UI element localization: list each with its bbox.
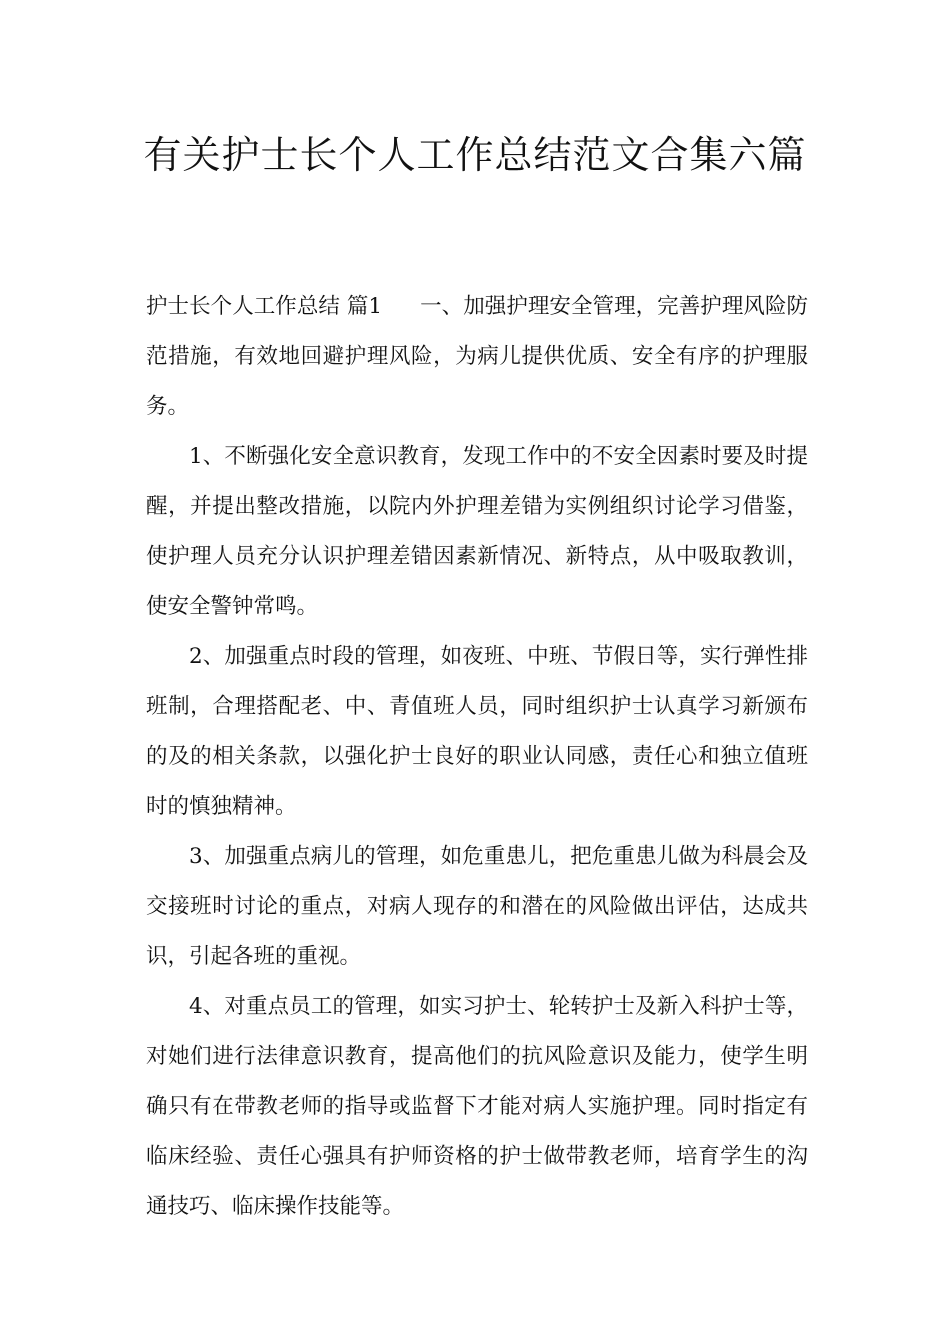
document-body (146, 282, 808, 1232)
paragraph-1: 1、不断强化安全意识教育，发现工作中的不安全因素时要及时提醒，并提出整改措施，以院内外护理差错为实例组织讨论学习借鉴，使护理人员充分认识护理差错因素新情况、新特点，从中吸取教训，使安全警钟常鸣。 (146, 444, 808, 619)
paragraph-3: 3、加强重点病儿的管理，如危重患儿，把危重患儿做为科晨会及交接班时讨论的重点，对病人现存的和潜在的风险做出评估，达成共识，引起各班的重视。 (146, 844, 808, 969)
paragraph-4: 4、对重点员工的管理，如实习护士、轮转护士及新入科护士等，对她们进行法律意识教育，提高他们的抗风险意识及能力，使学生明确只有在带教老师的指导或监督下才能对病人实施护理。同时指定有临床经验、责任心强具有护师资格的护士做带教老师，培育学生的沟通技巧、临床操作技能等。 (146, 994, 808, 1219)
section-heading: 护士长个人工作总结 篇1 (146, 294, 383, 319)
document-title: 有关护士长个人工作总结范文合集六篇 (143, 133, 807, 177)
paragraph-2: 2、加强重点时段的管理，如夜班、中班、节假日等，实行弹性排班制，合理搭配老、中、青值班人员，同时组织护士认真学习新颁布的及的相关条款，以强化护士良好的职业认同感，责任心和独立值班时的慎独精神。 (146, 644, 808, 819)
paragraph-intro (146, 282, 808, 432)
paragraph-text: 一、加强护理安全管理，完善护理风险防范措施，有效地回避护理风险，为病儿提供优质、安全有序的护理服务。 (146, 294, 808, 419)
